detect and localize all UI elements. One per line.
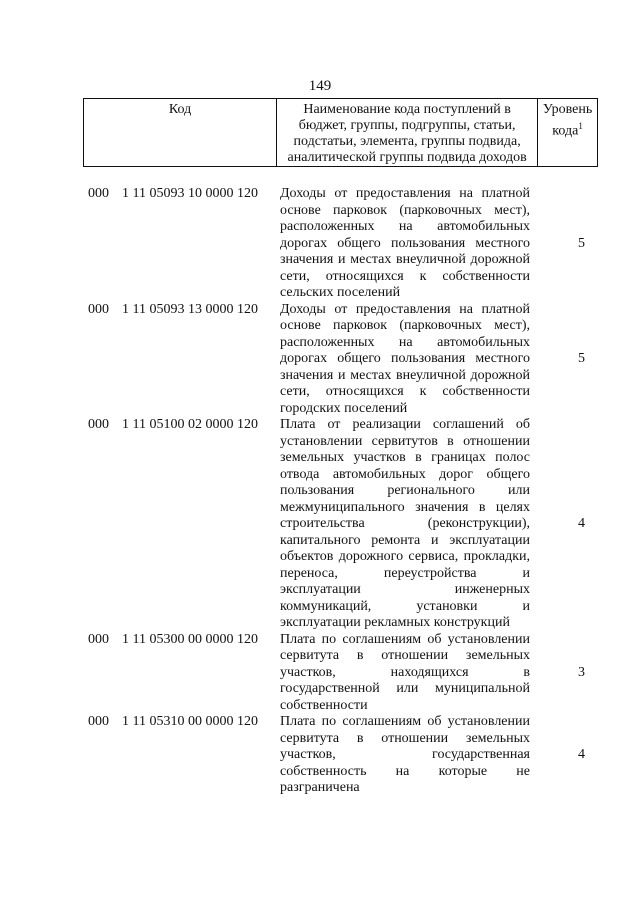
header-level-line1: Уровень [542,102,593,117]
code-level: 4 [578,747,585,762]
revenue-code: 1 11 05093 10 0000 120 [122,186,258,201]
header-level [538,99,598,167]
admin-code: 000 [88,301,109,317]
revenue-name-line: эксплуатации рекламных конструкций [280,615,510,630]
revenue-name-line: собственности [280,697,368,713]
revenue-name-line: основе парковок (парковочных мест), [280,202,530,218]
revenue-name-line: пользования регионального или [280,483,530,498]
revenue-name-line: строительства (реконструкции), [280,516,530,531]
revenue-name-line: расположенных на автомобильных [280,219,530,234]
revenue-name [280,417,530,632]
table-row [88,417,593,632]
revenue-name-line: коммуникаций, установки и [280,598,530,614]
revenue-name-line: дорогах общего пользования местного [280,351,530,366]
revenue-name [280,302,530,418]
table-row [88,632,593,715]
revenue-name-line: дорогах общего пользования местного [280,235,530,251]
revenue-code: 1 11 05100 02 0000 120 [122,417,258,432]
revenue-name-line: сельских поселений [280,285,401,300]
revenue-name-line: сервитута в отношении земельных [280,730,530,746]
admin-code: 000 [88,714,109,729]
revenue-code: 1 11 05300 00 0000 120 [122,631,258,647]
revenue-name [280,186,530,302]
revenue-name [280,714,530,797]
footnote-marker: 1 [578,121,583,131]
revenue-code: 1 11 05093 13 0000 120 [122,301,258,317]
header-name-line: Наименование кода поступлений в [303,102,511,117]
revenue-name-line: городских поселений [280,400,408,416]
revenue-name-line: Плата от реализации соглашений об [280,417,530,432]
revenue-name [280,632,530,715]
code-level: 3 [578,664,585,680]
revenue-name-line: капитального ремонта и эксплуатации [280,532,530,548]
header-code: Код [84,99,277,167]
revenue-name-line: отвода автомобильных дорог общего [280,466,530,482]
revenue-name-line: собственность на которые не [280,763,530,779]
revenue-name-line: установлении сервитутов в отношении [280,433,530,449]
code-level: 4 [578,516,585,531]
revenue-name-line: Доходы от предоставления на платной [280,186,530,201]
revenue-name-line: Плата по соглашениям об установлении [280,631,530,647]
header-level-text: кода [552,123,579,139]
revenue-name-line: значения и местах внеуличной дорожной [280,252,530,267]
revenue-name-line: сети, относящихся к собственности [280,268,530,284]
revenue-name-line: Доходы от предоставления на платной [280,301,530,317]
table-header [83,98,598,167]
revenue-name-line: разграничена [280,780,360,795]
revenue-name-line: объектов дорожного сервиса, прокладки, [280,549,530,564]
revenue-name-line: расположенных на автомобильных [280,334,530,350]
revenue-name-line: государственной или муниципальной [280,681,530,696]
header-name [277,99,538,167]
revenue-name-line: участков, находящихся в [280,664,530,680]
code-level: 5 [578,351,585,366]
revenue-name-line: основе парковок (парковочных мест), [280,318,530,333]
page-number: 149 [308,78,332,94]
admin-code: 000 [88,631,109,647]
header-level-line2 [540,118,595,140]
revenue-name-line: эксплуатации инженерных [280,582,530,597]
revenue-name-line: значения и местах внеуличной дорожной [280,367,530,383]
revenue-name-line: межмуниципального значения в целях [280,499,530,515]
revenue-code: 1 11 05310 00 0000 120 [122,714,258,729]
header-name-line: бюджет, группы, подгруппы, статьи, [298,118,516,133]
admin-code: 000 [88,186,109,201]
table-row [88,302,593,418]
revenue-name-line: сети, относящихся к собственности [280,384,530,399]
table-row [88,186,593,302]
revenue-name-line: участков, государственная [280,747,530,762]
revenue-name-line: земельных участков в границах полос [280,450,530,465]
revenue-name-line: Плата по соглашениям об установлении [280,714,530,729]
table-row [88,714,593,797]
revenue-name-line: переноса, переустройства и [280,565,530,581]
admin-code: 000 [88,417,109,432]
code-level: 5 [578,235,585,251]
header-name-line: подстатьи, элемента, группы подвида, [293,134,521,149]
revenue-name-line: сервитута в отношении земельных [280,648,530,663]
table-body [88,186,593,797]
header-name-line: аналитической группы подвида доходов [287,150,527,165]
